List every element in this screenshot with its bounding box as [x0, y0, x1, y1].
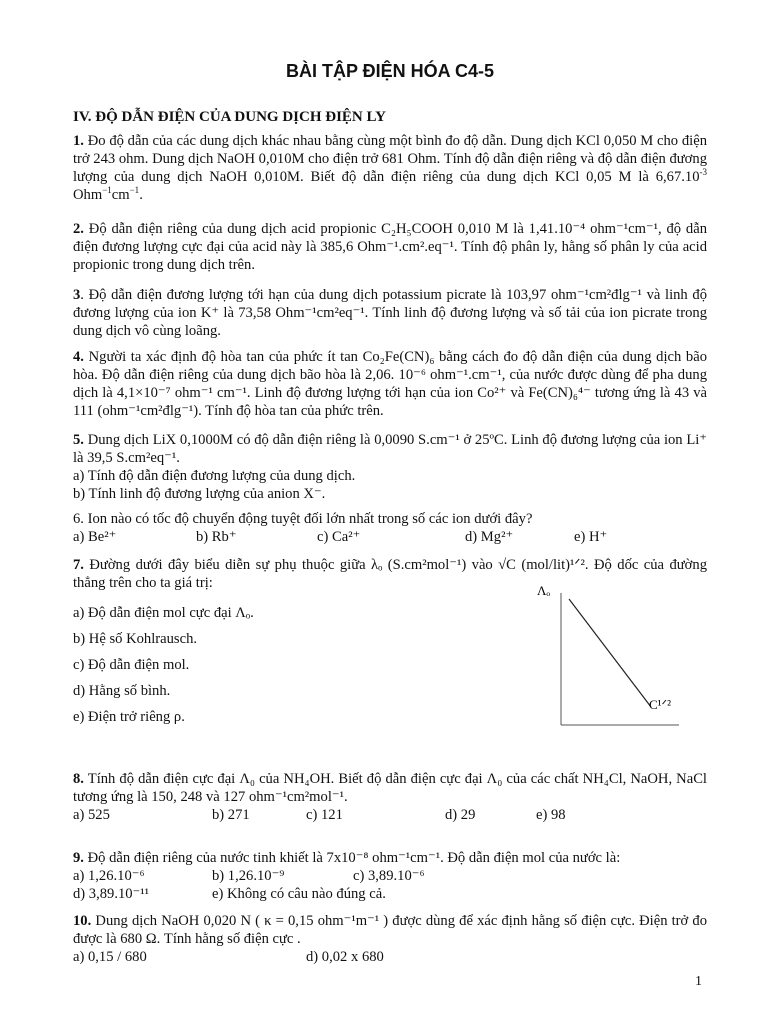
question-text: Tính độ dẫn điện cực đại Λ₀ của NH₄OH. Biết độ dẫn điện cực đại Λ₀ của các chất NH₄Cl, NaOH, NaCl tương ứng là 150, 248 và 127 ohm⁻¹cm²mol⁻¹.	[73, 771, 707, 805]
unit-text: cm	[111, 187, 130, 203]
question-9	[73, 849, 707, 903]
question-number: 2.	[73, 221, 84, 237]
section-heading: IV. ĐỘ DẪN ĐIỆN CỦA DUNG DỊCH ĐIỆN LY	[73, 109, 386, 125]
question-text: 6. Ion nào có tốc độ chuyển động tuyệt đối lớn nhất trong số các ion dưới đây?	[73, 511, 533, 527]
y-axis-label: Λₒ	[537, 585, 551, 598]
option-d[interactable]: d) 29	[445, 807, 476, 823]
option-b[interactable]: b) 271	[212, 807, 250, 823]
sub-question-a: a) Tính độ dẫn điện đương lượng của dung dịch.	[73, 468, 356, 484]
question-number: 10.	[73, 913, 92, 929]
question-text: Độ dẫn điện riêng của nước tinh khiết là 7x10⁻⁸ ohm⁻¹cm⁻¹. Độ dẫn điện mol của nước là:	[87, 850, 621, 866]
unit-text: .	[139, 187, 143, 203]
question-number: 3	[73, 287, 81, 303]
question-number: 5.	[73, 432, 84, 448]
exponent: -3	[699, 167, 707, 178]
option-d[interactable]: d) 0,02 x 680	[306, 949, 384, 965]
option-d[interactable]: d) 3,89.10⁻¹¹	[73, 886, 150, 902]
question-text: Dung dịch NaOH 0,020 N ( κ = 0,15 ohm⁻¹m⁻¹ ) được dùng để xác định hằng số điện cực. Điện trở đo được là 680 Ω. Tính hằng số điện cực .	[73, 913, 707, 947]
options-row	[73, 528, 707, 546]
option-b[interactable]: b) 1,26.10⁻⁹	[212, 868, 285, 884]
option-b[interactable]: b) Rb⁺	[196, 529, 237, 545]
question-2	[73, 220, 707, 274]
question-text: Đường dưới đây biểu diễn sự phụ thuộc giữa λₒ (S.cm²mol⁻¹) vào √C (mol/lit)¹ᐟ². Độ dốc của đường thẳng trên cho ta giá trị:	[73, 557, 707, 591]
question-number: 9.	[73, 850, 84, 866]
x-axis-label: C¹ᐟ²	[649, 697, 671, 712]
exponent: −1	[129, 185, 140, 196]
question-1	[73, 132, 707, 204]
question-text: Độ dẫn điện riêng của dung dịch acid propionic C₂H₅COOH 0,010 M là 1,41.10⁻⁴ ohm⁻¹cm⁻¹, độ dẫn điện đương lượng cực đại của acid này là 385,6 Ohm⁻¹.cm².eq⁻¹. Tính độ phân ly, hằng số phân ly của acid propionic trong dung dịch trên.	[73, 221, 707, 273]
page-number: 1	[695, 974, 702, 989]
option-c[interactable]: c) Ca²⁺	[317, 529, 361, 545]
question-8	[73, 770, 707, 824]
option-c[interactable]: c) Độ dẫn điện mol.	[73, 657, 190, 673]
question-text: Người ta xác định độ hòa tan của phức ít tan Co₂Fe(CN)₆ bằng cách đo độ dẫn điện của dung dịch bão hòa. Độ dẫn điện riêng của dung dịch bão hòa là 2,06. 10⁻⁶ ohm⁻¹.cm⁻¹, của nước được dùng để pha dung dịch là 4,1×10⁻⁷ ohm⁻¹ cm⁻¹. Linh độ đương lượng tới hạn của ion Co²⁺ và Fe(CN)₆⁴⁻ tương ứng là 43 và 111 (ohm⁻¹cm²đlg⁻¹). Tính độ hòa tan của phức trên.	[73, 349, 707, 419]
question-3	[73, 286, 707, 340]
option-a[interactable]: a) 1,26.10⁻⁶	[73, 868, 145, 884]
option-c[interactable]: c) 3,89.10⁻⁶	[353, 868, 425, 884]
question-number: 4.	[73, 349, 84, 365]
question-number: 1.	[73, 133, 84, 149]
option-e[interactable]: e) Điện trở riêng ρ.	[73, 709, 185, 725]
option-d[interactable]: d) Hằng số bình.	[73, 683, 171, 699]
option-a[interactable]: a) Be²⁺	[73, 529, 117, 545]
question-4	[73, 348, 707, 420]
option-d[interactable]: d) Mg²⁺	[465, 529, 514, 545]
page-title: BÀI TẬP ĐIỆN HÓA C4-5	[285, 61, 495, 81]
options-row	[73, 885, 707, 903]
question-text: Dung dịch LiX 0,1000M có độ dẫn điện riêng là 0,0090 S.cm⁻¹ ở 25ºC. Linh độ đương lượng của ion Li⁺ là 39,5 S.cm²eq⁻¹.	[73, 432, 707, 466]
question-6	[73, 510, 707, 546]
options-row	[73, 867, 707, 885]
option-a[interactable]: a) 525	[73, 807, 110, 823]
option-e[interactable]: e) 98	[536, 807, 566, 823]
lambda-vs-sqrtc-graph	[531, 585, 681, 730]
slope-line	[569, 599, 651, 707]
question-text: Đo độ dẫn của các dung dịch khác nhau bằng cùng một bình đo độ dẫn. Dung dịch KCl 0,050 M cho điện trở 243 ohm. Dung dịch NaOH 0,010M cho điện trở 681 Ohm. Tính độ dẫn điện riêng và độ dẫn điện đương lượng của dung dịch NaOH 0,010M. Biết độ dẫn điện riêng của dung dịch KCl 0,05 M là 6,67.10	[73, 133, 707, 185]
question-text: . Độ dẫn điện đương lượng tới hạn của dung dịch potassium picrate là 103,97 ohm⁻¹cm²đlg⁻¹ và linh độ đương lượng của ion K⁺ là 73,58 Ohm⁻¹cm²eq⁻¹. Tính linh độ đương lượng và số tải của ion picrate trong dung dịch vô cùng loãng.	[73, 287, 707, 339]
question-number: 8.	[73, 771, 84, 787]
option-e[interactable]: e) Không có câu nào đúng cả.	[212, 886, 386, 902]
exponent: −1	[102, 185, 112, 196]
question-10	[73, 912, 707, 966]
option-e[interactable]: e) H⁺	[574, 529, 608, 545]
unit-text: Ohm	[73, 187, 103, 203]
question-5	[73, 431, 707, 503]
option-c[interactable]: c) 121	[306, 807, 343, 823]
option-a[interactable]: a) 0,15 / 680	[73, 949, 147, 965]
question-number: 7.	[73, 557, 84, 573]
option-a[interactable]: a) Độ dẫn điện mol cực đại Λₒ.	[73, 605, 254, 621]
question-7-options	[73, 604, 453, 734]
sub-question-b: b) Tính linh độ đương lượng của anion X⁻.	[73, 486, 326, 502]
option-b[interactable]: b) Hệ số Kohlrausch.	[73, 631, 198, 647]
options-row	[73, 806, 707, 824]
options-row	[73, 948, 707, 966]
